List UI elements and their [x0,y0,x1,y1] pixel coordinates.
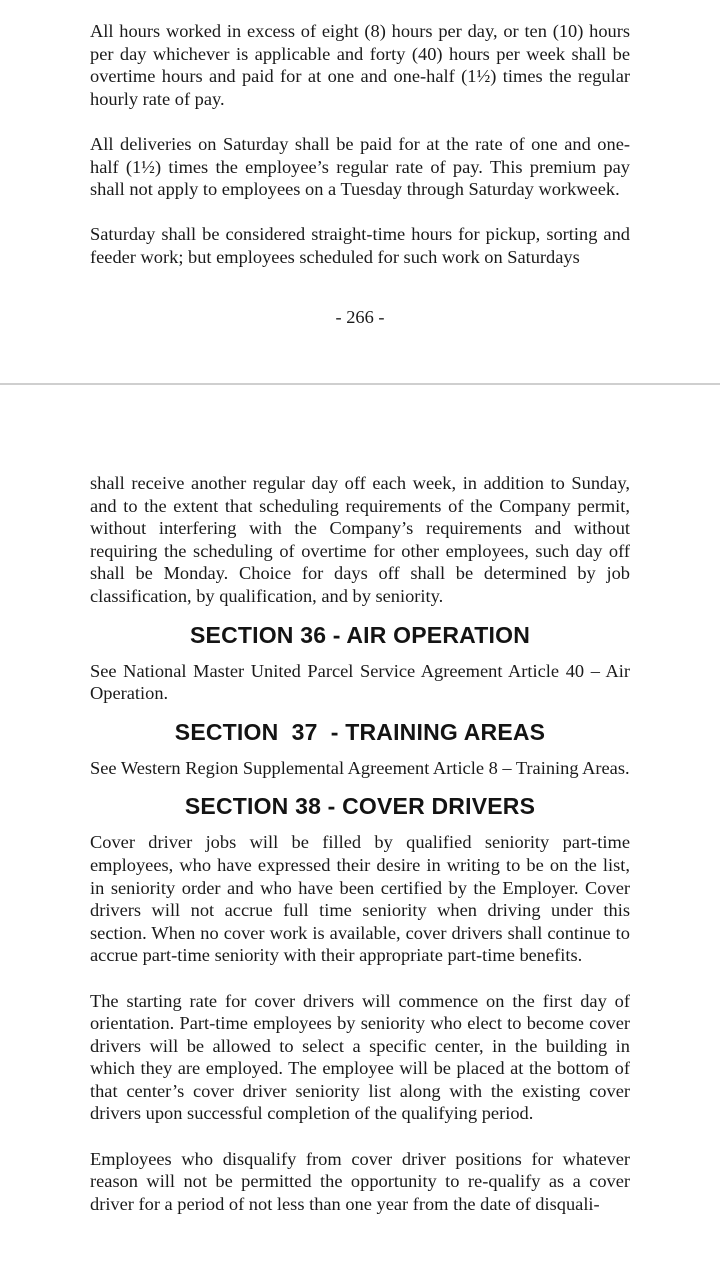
cover-driver-jobs-paragraph: Cover driver jobs will be filled by qualified seniority part-time employees, who have expressed their desire in writing to be on the list, in seniority order and who have been certified by the Employer. Cover drivers will not accrue full time seniority when driving under this section. When no cover work is available, cover drivers shall continue to accrue part-time seniority with their appropriate part-time benefits. [90,832,630,966]
saturday-deliveries-paragraph: All deliveries on Saturday shall be paid for at the rate of one and one-half (1½) times the employee’s regular rate of pay. This premium pay shall not apply to employees on a Tuesday through Saturday workweek. [90,133,630,200]
cover-driver-disqualify-paragraph: Employees who disqualify from cover driver positions for whatever reason will not be permitted the opportunity to re-qualify as a cover driver for a period of not less than one year from the date of disquali- [90,1148,630,1214]
section-38-title: SECTION 38 - COVER DRIVERS [184,793,536,820]
bottom-page [90,472,630,1215]
continuation-paragraph: shall receive another regular day off each week, in addition to Sunday, and to the extent that scheduling requirements of the Company permit, without interfering with the Company’s requirements and without requiring the scheduling of overtime for other employees, such day off shall be Monday. Choice for days off shall be determined by job classification, by qualification, and by seniority. [90,473,630,606]
page-number: - 266 - [335,307,385,327]
section-36-title: SECTION 36 - AIR OPERATION [189,621,530,648]
top-page [90,20,630,269]
cover-driver-starting-rate-paragraph: The starting rate for cover drivers will commence on the first day of orientation. Part-time employees by seniority who elect to become cover drivers will be allowed to select a specific center, in the building in which they are employed. The employee will be placed at the bottom of that center’s cover driver seniority list along with the existing cover drivers upon successful completion of the qualifying period. [90,990,630,1124]
overtime-paragraph: All hours worked in excess of eight (8) hours per day, or ten (10) hours per day whichever is applicable and forty (40) hours per week shall be overtime hours and paid for at one and one-half (1½) times the regular hourly rate of pay. [90,21,630,109]
section-36-text: See National Master United Parcel Service Agreement Article 40 – Air Operation. [90,660,630,704]
page-divider [0,383,720,385]
section-37-title: SECTION 37 - TRAINING AREAS [174,718,546,745]
saturday-straight-time-paragraph: Saturday shall be considered straight-time hours for pickup, sorting and feeder work; but employees scheduled for such work on Saturdays [90,224,630,267]
section-37-text: See Western Region Supplemental Agreement Article 8 – Training Areas. [90,757,630,778]
